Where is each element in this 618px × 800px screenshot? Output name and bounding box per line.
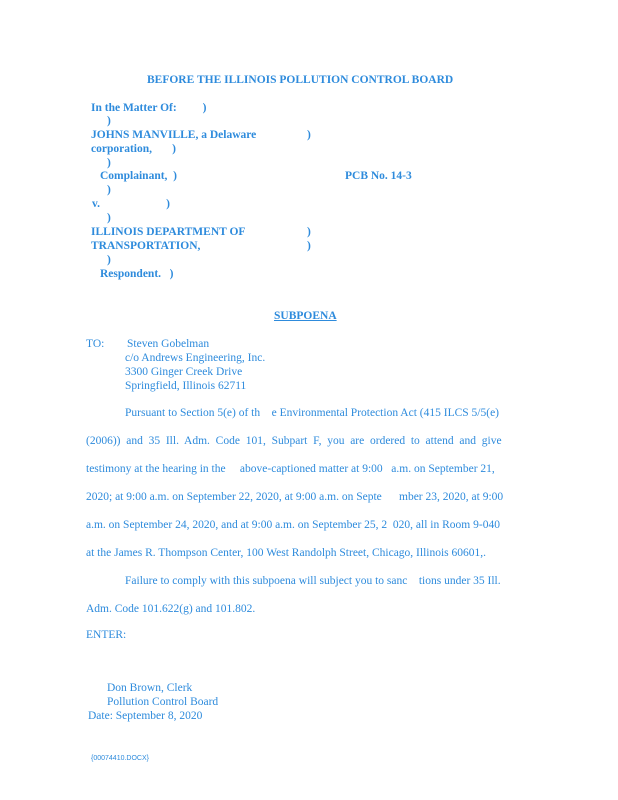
caption-complainant-role: Complainant, )	[100, 170, 177, 182]
body-line: 2020; at 9:00 a.m. on September 22, 2020, at 9:00 a.m. on Septe mber 23, 2020, at 9:00	[86, 491, 504, 503]
caption-versus: v. )	[92, 198, 170, 210]
addressee-name: Steven Gobelman	[127, 338, 210, 350]
clerk-office: Pollution Control Board	[107, 696, 219, 708]
caption-paren: )	[107, 184, 111, 196]
subpoena-title: SUBPOENA	[274, 310, 337, 322]
case-number: PCB No. 14-3	[345, 170, 412, 182]
body-line: Adm. Code 101.622(g) and 101.802.	[86, 603, 256, 615]
caption-paren: )	[307, 226, 311, 238]
caption-complainant-type: corporation, )	[91, 143, 176, 155]
body-line: a.m. on September 24, 2020, and at 9:00 a.m. on September 25, 2 020, all in Room 9-040	[86, 519, 500, 531]
body-line: testimony at the hearing in the above-captioned matter at 9:00 a.m. on September 21,	[86, 463, 495, 475]
caption-respondent-role: Respondent. )	[100, 268, 174, 280]
body-line: Pursuant to Section 5(e) of th e Environmental Protection Act (415 ILCS 5/5(e)	[125, 407, 499, 419]
body-line: at the James R. Thompson Center, 100 West Randolph Street, Chicago, Illinois 60601,.	[86, 547, 487, 559]
document-code: {00074410.DOCX}	[91, 755, 149, 762]
caption-respondent-name-2: TRANSPORTATION,	[91, 240, 201, 252]
caption-line-matter: In the Matter Of: )	[91, 102, 207, 114]
addressee-city: Springfield, Illinois 62711	[125, 380, 247, 392]
board-heading: BEFORE THE ILLINOIS POLLUTION CONTROL BOARD	[147, 74, 454, 86]
body-line: (2006)) and 35 Ill. Adm. Code 101, Subpart F, you are ordered to attend and give	[86, 435, 502, 447]
caption-paren: )	[107, 254, 111, 266]
caption-paren: )	[307, 240, 311, 252]
enter-label: ENTER:	[86, 629, 127, 641]
to-label: TO:	[86, 338, 105, 350]
caption-paren: )	[107, 115, 111, 127]
caption-paren: )	[107, 212, 111, 224]
caption-paren: )	[107, 157, 111, 169]
addressee-company: c/o Andrews Engineering, Inc.	[125, 352, 266, 364]
caption-paren: )	[307, 129, 311, 141]
body-line: Failure to comply with this subpoena will subject you to sanc tions under 35 Ill.	[125, 575, 501, 587]
clerk-name: Don Brown, Clerk	[107, 682, 193, 694]
signature-date: Date: September 8, 2020	[88, 710, 203, 722]
caption-complainant-name: JOHNS MANVILLE, a Delaware	[91, 129, 257, 141]
addressee-street: 3300 Ginger Creek Drive	[125, 366, 243, 378]
caption-respondent-name-1: ILLINOIS DEPARTMENT OF	[91, 226, 246, 238]
